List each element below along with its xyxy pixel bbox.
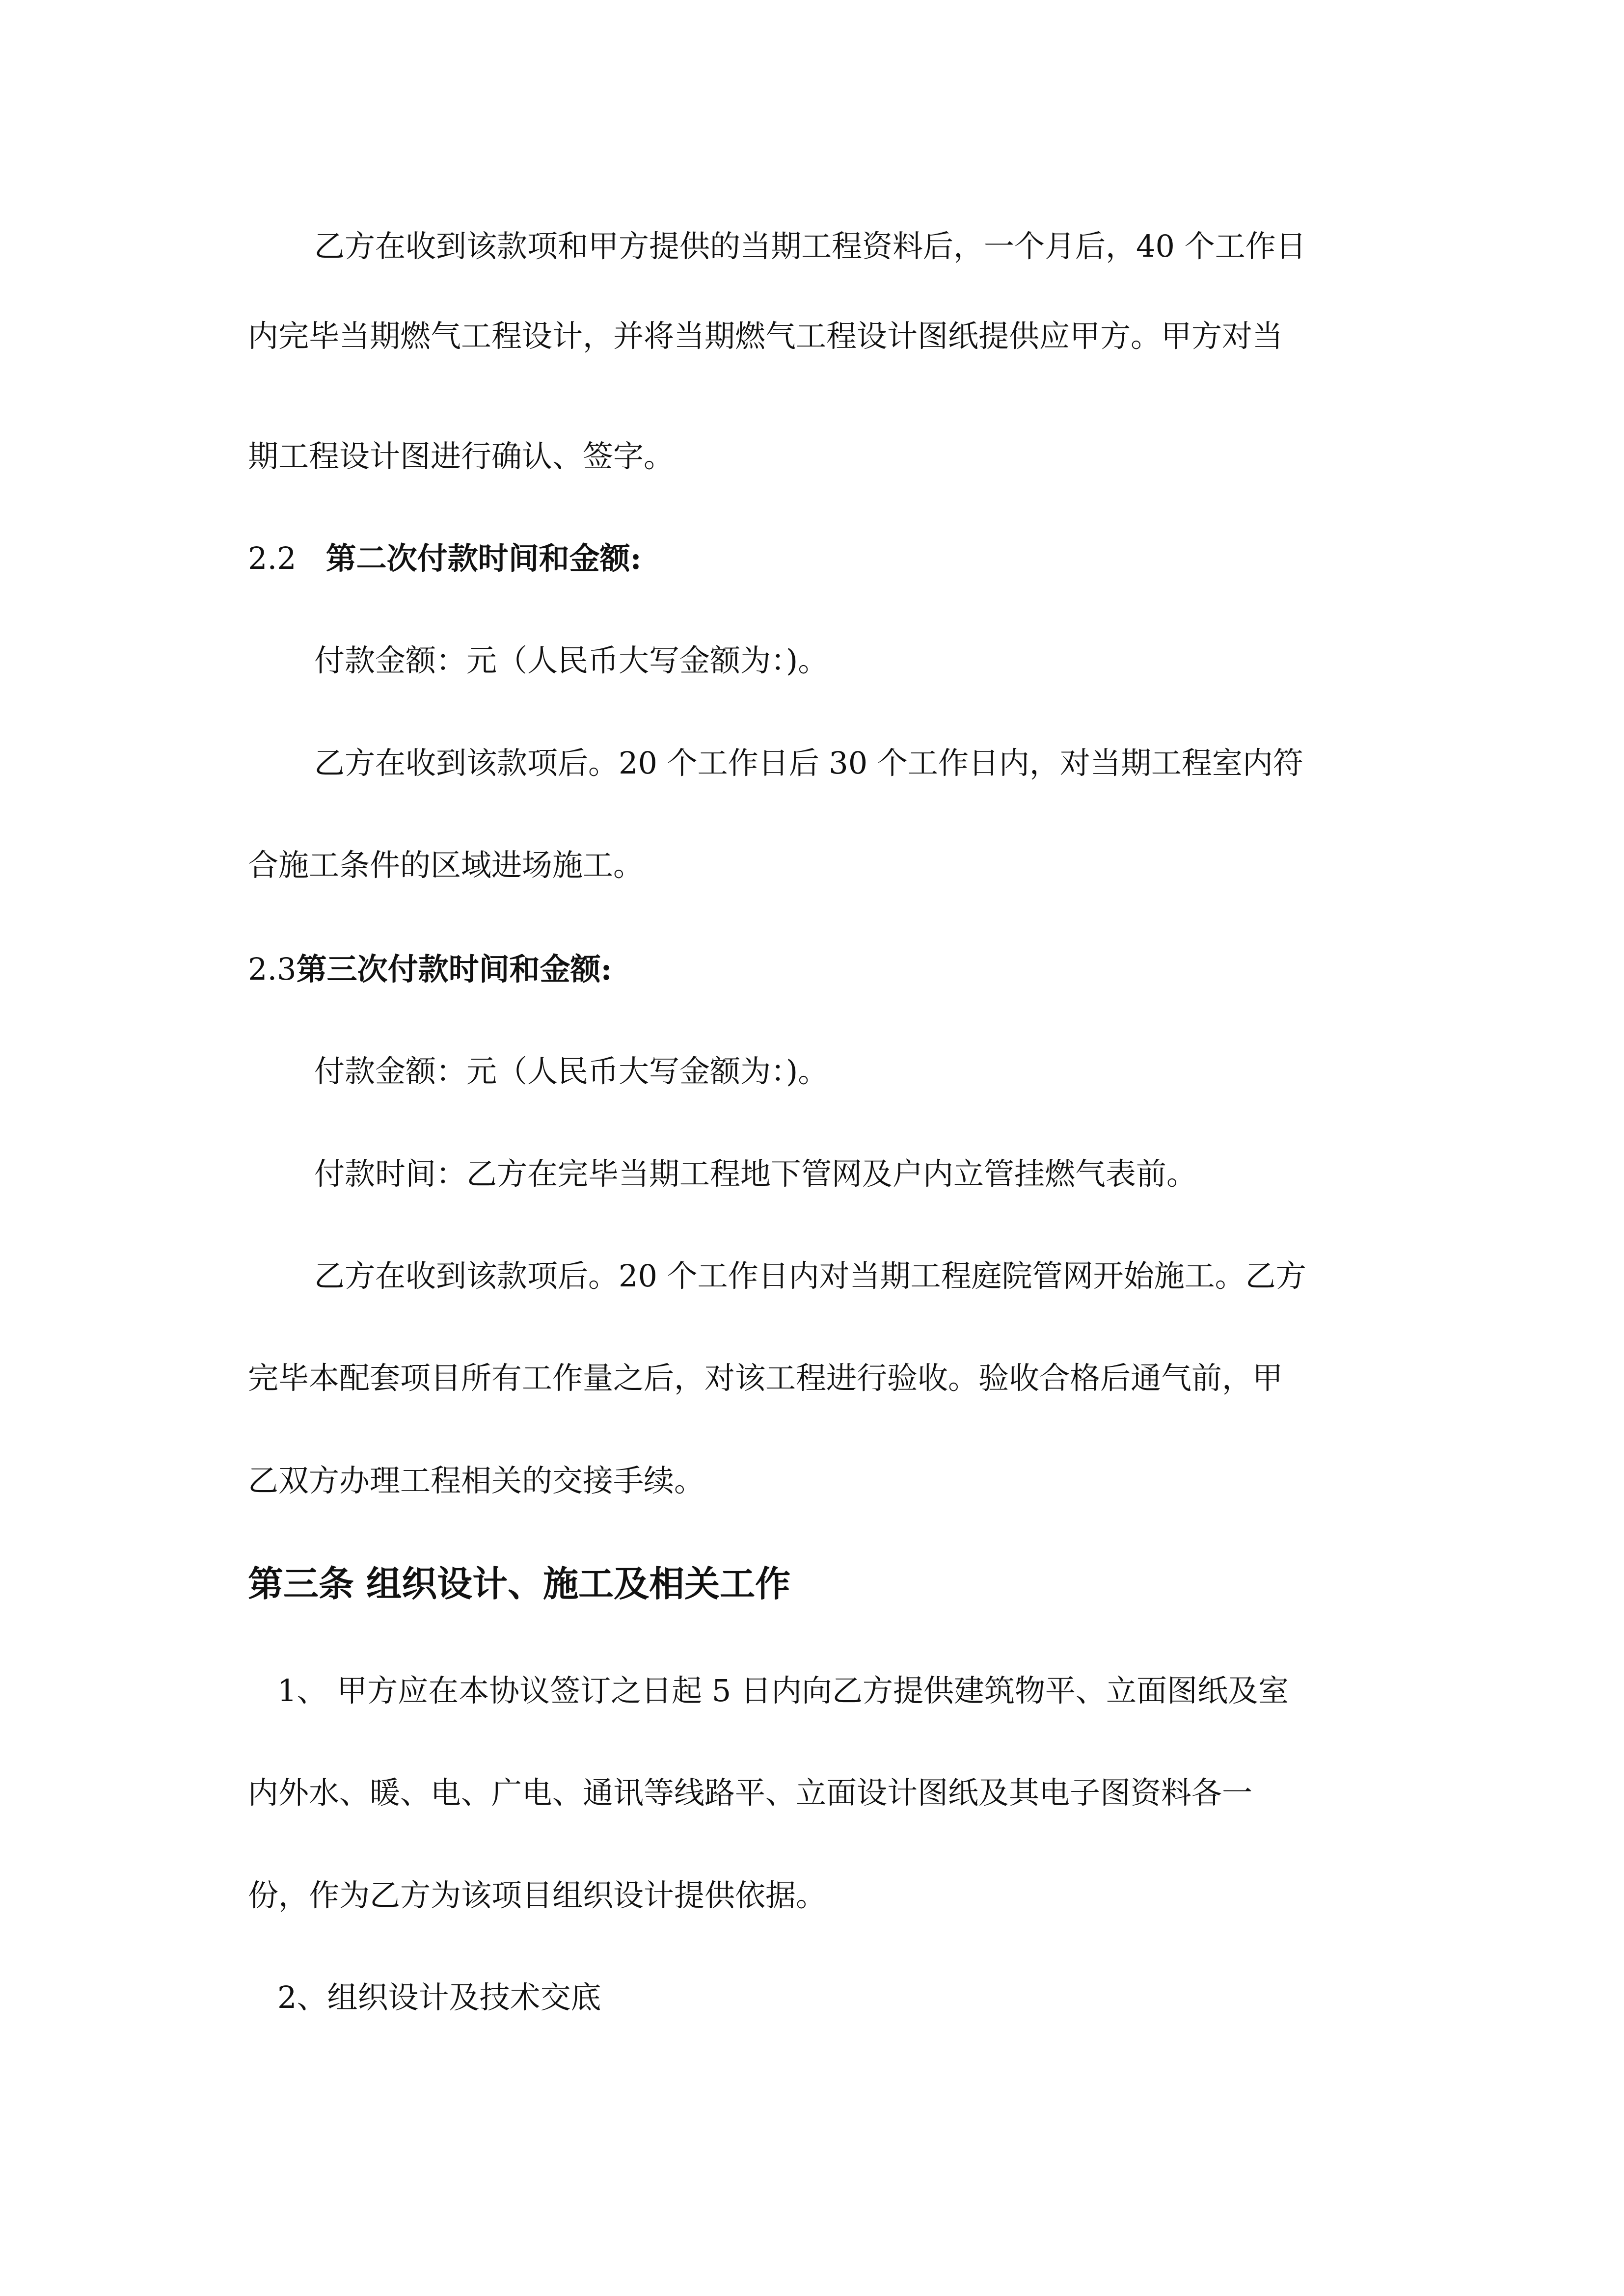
paragraph-line: 内完毕当期燃气工程设计，并将当期燃气工程设计图纸提供应甲方。甲方对当 (248, 318, 1283, 354)
list-item-line: 2、组织设计及技术交底 (277, 1979, 601, 2015)
list-item-line: 内外水、暖、电、广电、通讯等线路平、立面设计图纸及其电子图资料各一 (248, 1775, 1253, 1811)
paragraph-line: 完毕本配套项目所有工作量之后，对该工程进行验收。验收合格后通气前，甲 (248, 1360, 1283, 1396)
list-item-line: 份，作为乙方为该项目组织设计提供依据。 (248, 1877, 827, 1913)
paragraph-line: 乙双方办理工程相关的交接手续。 (248, 1463, 705, 1498)
paragraph-line: 乙方在收到该款项后。20 个工作日内对当期工程庭院管网开始施工。乙方 (314, 1258, 1306, 1294)
paragraph-line: 乙方在收到该款项后。20 个工作日后 30 个工作日内，对当期工程室内符 (314, 745, 1303, 781)
paragraph-line: 期工程设计图进行确认、签字。 (248, 438, 675, 474)
payment-amount-line: 付款金额：元（人民币大写金额为：)。 (314, 642, 829, 678)
payment-time-line: 付款时间：乙方在完毕当期工程地下管网及户内立管挂燃气表前。 (314, 1156, 1197, 1192)
subheading-number: 2.2 (248, 540, 297, 576)
paragraph-line: 合施工条件的区域进场施工。 (248, 847, 644, 883)
subheading-number: 2.3 (248, 951, 297, 987)
section-title: 第三条 组织设计、施工及相关工作 (248, 1563, 791, 1604)
subheading-2-2 (248, 539, 642, 578)
subheading-text: 第三次付款时间和金额: (296, 951, 612, 987)
payment-amount-line: 付款金额：元（人民币大写金额为：)。 (314, 1053, 829, 1089)
subheading-2-3 (248, 950, 612, 989)
list-item-line: 1、 甲方应在本协议签订之日起 5 日内向乙方提供建筑物平、立面图纸及室 (277, 1673, 1289, 1709)
subheading-text: 第二次付款时间和金额: (325, 540, 642, 576)
paragraph-line: 乙方在收到该款项和甲方提供的当期工程资料后，一个月后，40 个工作日 (314, 228, 1306, 264)
